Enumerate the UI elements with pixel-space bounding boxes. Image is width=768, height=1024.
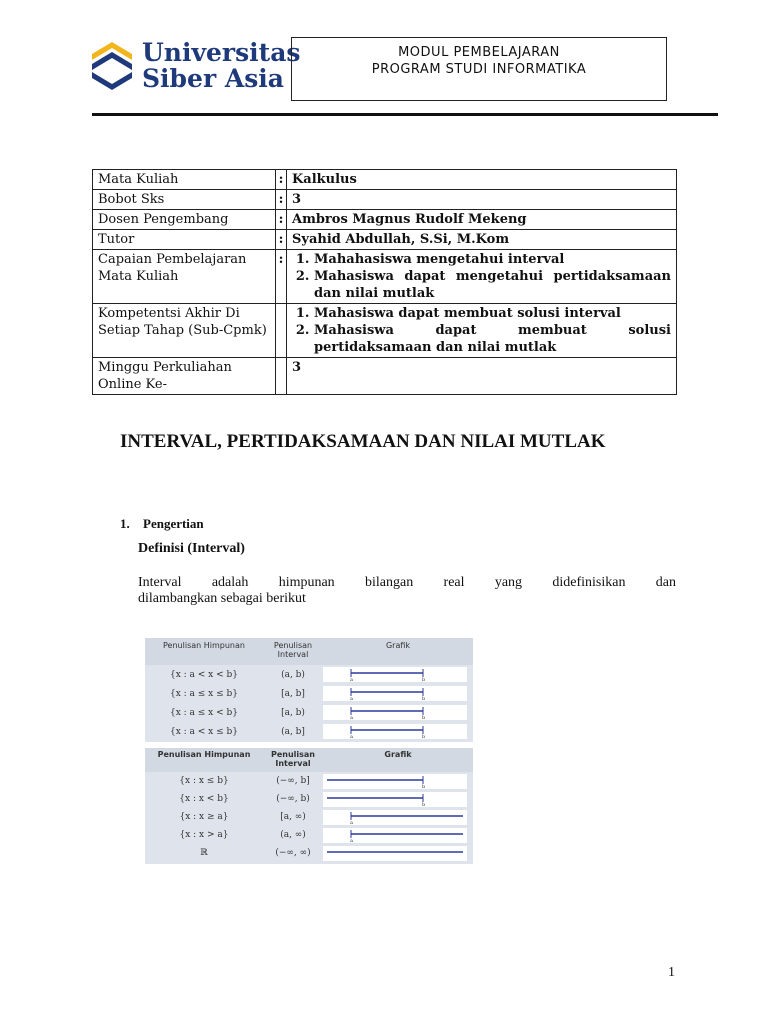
word: didefinisikan: [552, 575, 626, 590]
set-notation: {x : a < x ≤ b}: [169, 726, 238, 737]
graph-cell: [323, 774, 473, 789]
point-label-a: a: [350, 837, 353, 843]
university-logo: [90, 40, 300, 92]
graph-cell: [323, 828, 473, 843]
row-value: Kalkulus: [287, 170, 677, 190]
definition-title: Definisi (Interval): [138, 541, 245, 556]
set-notation: {x : x > a}: [179, 830, 229, 840]
competency-list: [292, 305, 671, 356]
row-key: Bobot Sks: [93, 190, 276, 210]
learning-outcomes-list: [292, 251, 671, 302]
figure-row: [145, 808, 473, 826]
table-row: [93, 190, 677, 210]
graph-box: [323, 792, 467, 807]
row-key: Capaian Pembelajaran Mata Kuliah: [93, 250, 276, 304]
header-graph: Grafik: [385, 641, 411, 650]
paragraph-line1: [138, 575, 676, 591]
word: adalah: [211, 575, 249, 590]
header-rule: [92, 113, 718, 116]
row-value: [287, 250, 677, 304]
list-item: 2. Mahasiswa dapat membuat solusi pertidaksamaan dan nilai mutlak: [314, 322, 671, 356]
row-key: Minggu Perkuliahan Online Ke-: [93, 358, 276, 395]
list-item: 1. Mahasiswa dapat membuat solusi interval: [314, 305, 671, 322]
number-line-graph: [323, 705, 467, 720]
row-sep: :: [276, 170, 287, 190]
set-notation: {x : a < x < b}: [169, 669, 238, 680]
module-header-box: [291, 37, 667, 101]
list-item: 2. Mahasiswa dapat mengetahui pertidaksamaan dan nilai mutlak: [314, 268, 671, 302]
word: real: [443, 575, 465, 590]
set-notation: {x : x ≥ a}: [179, 812, 229, 822]
header-interval-notation: Penulisan Interval: [273, 641, 313, 659]
number-line-graph: [323, 792, 467, 807]
section-number: 1.: [120, 516, 130, 531]
page-title: INTERVAL, PERTIDAKSAMAAN DAN NILAI MUTLAK: [120, 431, 606, 452]
graph-cell: [323, 792, 473, 807]
point-label-b: b: [422, 677, 426, 682]
point-label-b: b: [422, 696, 426, 701]
interval-notation: [a, b]: [281, 688, 305, 699]
header-set-notation: Penulisan Himpunan: [163, 641, 245, 650]
program-title: PROGRAM STUDI INFORMATIKA: [371, 62, 587, 77]
figure-row: [145, 703, 473, 722]
definition-paragraph: [138, 575, 676, 607]
interval-notation-figure: [145, 638, 473, 864]
figure-row: [145, 790, 473, 808]
page-number: 1: [668, 965, 675, 980]
graph-box: [323, 686, 467, 701]
table-row: [93, 358, 677, 395]
number-line-graph: [323, 828, 467, 843]
number-line-graph: [323, 846, 467, 861]
point-label-a: a: [350, 696, 353, 701]
header-interval-notation: Penulisan Interval: [270, 750, 316, 768]
logo-emblem-icon: [90, 40, 134, 92]
set-notation: {x : x ≤ b}: [179, 776, 229, 786]
point-label-a: a: [350, 819, 353, 825]
point-label-b: b: [422, 734, 426, 739]
logo-line1: Universitas: [142, 38, 301, 67]
section-title: Pengertian: [143, 516, 204, 531]
interval-notation: [a, b): [281, 707, 305, 718]
table-row: [93, 250, 677, 304]
graph-box: [323, 846, 467, 861]
row-key: Dosen Pengembang: [93, 210, 276, 230]
graph-box: [323, 774, 467, 789]
set-notation: {x : x < b}: [179, 794, 229, 804]
graph-cell: [323, 810, 473, 825]
interval-notation: (−∞, b]: [276, 776, 310, 786]
graph-box: [323, 667, 467, 682]
graph-cell: [323, 667, 473, 682]
list-item: 1. Mahahasiswa mengetahui interval: [314, 251, 671, 268]
header-set-notation: Penulisan Himpunan: [157, 750, 251, 759]
row-key: Tutor: [93, 230, 276, 250]
logo-text: [142, 40, 300, 92]
unbounded-interval-table: [145, 748, 473, 864]
paragraph-line2: dilambangkan sebagai berikut: [138, 591, 306, 606]
table-row: [93, 170, 677, 190]
figure-row: [145, 826, 473, 844]
row-key: Mata Kuliah: [93, 170, 276, 190]
number-line-graph: [323, 724, 467, 739]
point-label-b: b: [422, 783, 426, 789]
row-sep: :: [276, 210, 287, 230]
row-key: Kompetentsi Akhir Di Setiap Tahap (Sub-Cpmk): [93, 304, 276, 358]
graph-box: [323, 828, 467, 843]
graph-box: [323, 705, 467, 720]
set-notation: {x : a ≤ x ≤ b}: [169, 688, 238, 699]
table-header: [145, 638, 473, 665]
number-line-graph: [323, 810, 467, 825]
graph-cell: [323, 846, 473, 861]
logo-line2: Siber Asia: [142, 64, 284, 93]
row-value: Syahid Abdullah, S.Si, M.Kom: [287, 230, 677, 250]
row-value: Ambros Magnus Rudolf Mekeng: [287, 210, 677, 230]
section-heading: [120, 516, 204, 532]
row-sep: :: [276, 190, 287, 210]
set-notation: ℝ: [200, 848, 208, 858]
figure-row: [145, 844, 473, 862]
table-row: [93, 210, 677, 230]
course-info-table: [92, 169, 677, 395]
bounded-interval-table: [145, 638, 473, 742]
graph-cell: [323, 724, 473, 739]
row-sep: :: [276, 230, 287, 250]
figure-row: [145, 665, 473, 684]
point-label-a: a: [350, 715, 353, 720]
table-header: [145, 748, 473, 772]
row-value: 3: [287, 190, 677, 210]
interval-notation: (a, ∞): [280, 830, 306, 840]
row-value: [287, 304, 677, 358]
table-row: [93, 230, 677, 250]
graph-cell: [323, 705, 473, 720]
table-row: [93, 304, 677, 358]
header-graph: Grafik: [384, 750, 412, 759]
interval-notation: (−∞, ∞): [275, 848, 311, 858]
interval-notation: [a, ∞): [280, 812, 306, 822]
figure-row: [145, 722, 473, 741]
module-title: MODUL PEMBELAJARAN: [398, 45, 560, 60]
word: dan: [655, 575, 676, 590]
graph-box: [323, 724, 467, 739]
word: himpunan: [278, 575, 335, 590]
point-label-a: a: [350, 734, 353, 739]
figure-row: [145, 684, 473, 703]
word: yang: [494, 575, 523, 590]
number-line-graph: [323, 774, 467, 789]
row-sep: [276, 358, 287, 395]
interval-notation: (−∞, b): [276, 794, 310, 804]
figure-row: [145, 772, 473, 790]
row-sep: [276, 304, 287, 358]
interval-notation: (a, b]: [281, 726, 305, 737]
point-label-b: b: [422, 715, 426, 720]
set-notation: {x : a ≤ x < b}: [169, 707, 238, 718]
graph-box: [323, 810, 467, 825]
point-label-a: a: [350, 677, 353, 682]
interval-notation: (a, b): [281, 669, 305, 680]
point-label-b: b: [422, 801, 426, 807]
number-line-graph: [323, 667, 467, 682]
row-sep: :: [276, 250, 287, 304]
word: bilangan: [365, 575, 414, 590]
number-line-graph: [323, 686, 467, 701]
row-value: 3: [287, 358, 677, 395]
word: Interval: [138, 575, 182, 590]
graph-cell: [323, 686, 473, 701]
